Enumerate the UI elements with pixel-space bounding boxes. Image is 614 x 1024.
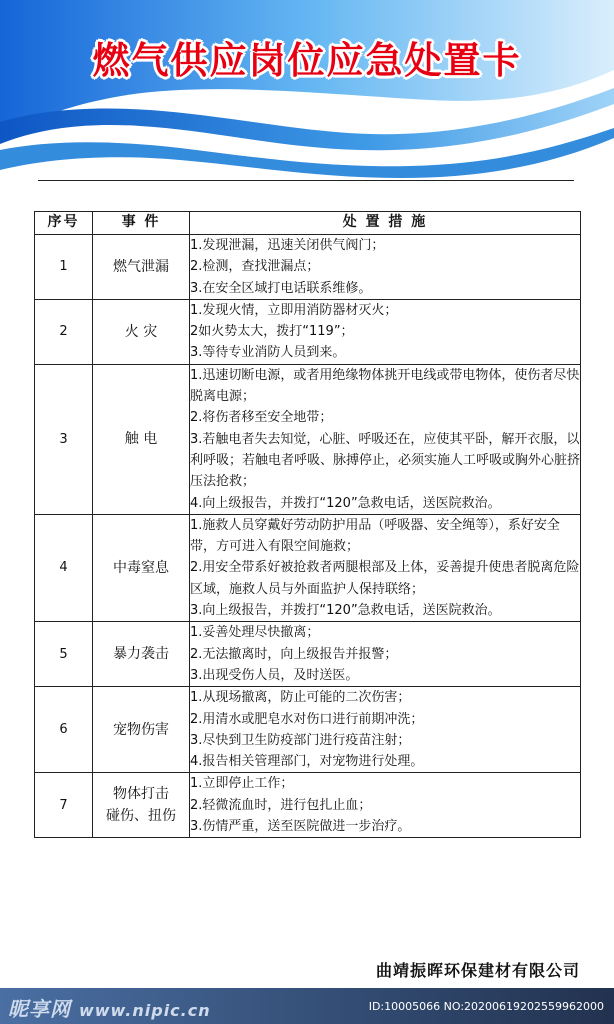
row-measures bbox=[190, 514, 581, 621]
event-label: 中毒窒息 bbox=[113, 560, 169, 577]
row-event bbox=[93, 773, 190, 838]
table-row bbox=[35, 235, 581, 300]
measure-item: 4.向上级报告，并拨打“120”急救电话，送医院救治。 bbox=[190, 495, 501, 511]
row-event bbox=[93, 235, 190, 300]
watermark-url: www.nipic.cn bbox=[78, 1001, 211, 1020]
event-label: 触 电 bbox=[124, 431, 158, 448]
emergency-table bbox=[34, 211, 581, 838]
row-measures bbox=[190, 364, 581, 514]
measure-item: 1.妥善处理尽快撤离； bbox=[190, 625, 320, 641]
event-label: 燃气泄漏 bbox=[113, 258, 169, 275]
table-row bbox=[35, 514, 581, 621]
table-row bbox=[35, 299, 581, 364]
measure-item: 2.检测，查找泄漏点； bbox=[190, 259, 320, 275]
row-event bbox=[93, 687, 190, 773]
event-label: 碰伤、扭伤 bbox=[106, 808, 176, 825]
measure-item: 1.施救人员穿戴好劳动防护用品（呼吸器、安全绳等），系好安全带，方可进入有限空间施救； bbox=[190, 517, 560, 555]
measure-item: 2.轻微流血时，进行包扎止血； bbox=[190, 797, 372, 813]
row-measures bbox=[190, 773, 581, 838]
row-number: 4 bbox=[35, 514, 93, 621]
table-row bbox=[35, 364, 581, 514]
row-number: 6 bbox=[35, 687, 93, 773]
measure-item: 3.等待专业消防人员到来。 bbox=[190, 345, 346, 361]
measure-item: 2.无法撤离时，向上级报告并报警； bbox=[190, 646, 398, 662]
measure-item: 2.用清水或肥皂水对伤口进行前期冲洗； bbox=[190, 711, 424, 727]
measure-item: 1.立即停止工作； bbox=[190, 776, 294, 792]
event-label: 宠物伤害 bbox=[113, 721, 169, 738]
row-number: 7 bbox=[35, 773, 93, 838]
title-divider-line bbox=[38, 180, 574, 181]
event-label: 火 灾 bbox=[124, 323, 158, 340]
event-label: 物体打击 bbox=[113, 786, 169, 803]
row-event bbox=[93, 364, 190, 514]
row-number: 1 bbox=[35, 235, 93, 300]
row-event bbox=[93, 299, 190, 364]
table-row bbox=[35, 773, 581, 838]
page-title: 燃气供应岗位应急处置卡 bbox=[92, 39, 522, 82]
measure-item: 1.从现场撤离，防止可能的二次伤害； bbox=[190, 690, 411, 706]
measure-item: 3.尽快到卫生防疫部门进行疫苗注射； bbox=[190, 732, 411, 748]
measure-item: 3.伤情严重，送至医院做进一步治疗。 bbox=[190, 819, 411, 835]
measure-item: 1.发现火情，立即用消防器材灭火； bbox=[190, 302, 398, 318]
row-event bbox=[93, 622, 190, 687]
row-number: 2 bbox=[35, 299, 93, 364]
measure-item: 3.在安全区域打电话联系维修。 bbox=[190, 280, 372, 296]
event-label: 暴力袭击 bbox=[113, 646, 169, 663]
row-number: 3 bbox=[35, 364, 93, 514]
measure-item: 3.出现受伤人员，及时送医。 bbox=[190, 667, 359, 683]
header-measures: 处 置 措 施 bbox=[190, 212, 581, 235]
row-event bbox=[93, 514, 190, 621]
measure-item: 2.用安全带系好被抢救者两腿根部及上体，妥善提升使患者脱离危险区域，施救人员与外面监护人保持联络； bbox=[190, 560, 580, 597]
table-row bbox=[35, 622, 581, 687]
measure-item: 3.向上级报告，并拨打“120”急救电话，送医院救治。 bbox=[190, 603, 501, 619]
measure-item: 2.将伤者移至安全地带； bbox=[190, 410, 333, 426]
measure-item: 2如火势太大，拨打“119”； bbox=[190, 324, 354, 340]
company-name: 曲靖振晖环保建材有限公司 bbox=[375, 961, 580, 980]
table-header-row bbox=[35, 212, 581, 235]
measure-item: 1.发现泄漏，迅速关闭供气阀门； bbox=[190, 238, 385, 253]
measure-item: 3.若触电者失去知觉，心脏、呼吸还在，应使其平卧，解开衣服，以利呼吸；若触电者呼吸、脉搏停止，必须实施人工呼吸或胸外心脏挤压法抢救； bbox=[190, 431, 581, 490]
header-no: 序号 bbox=[35, 212, 93, 235]
row-number: 5 bbox=[35, 622, 93, 687]
row-measures bbox=[190, 299, 581, 364]
header-event: 事 件 bbox=[93, 212, 190, 235]
row-measures bbox=[190, 622, 581, 687]
table-row bbox=[35, 687, 581, 773]
watermark bbox=[8, 993, 211, 1022]
watermark-brand: 昵享网 bbox=[8, 997, 71, 1021]
row-measures bbox=[190, 687, 581, 773]
measure-item: 4.报告相关管理部门，对宠物进行处理。 bbox=[190, 754, 424, 770]
row-measures bbox=[190, 235, 581, 300]
measure-item: 1.迅速切断电源，或者用绝缘物体挑开电线或带电物体，使伤者尽快脱离电源； bbox=[190, 367, 580, 405]
image-id-text: ID:10005066 NO:20200619202559962000 bbox=[368, 1000, 604, 1013]
